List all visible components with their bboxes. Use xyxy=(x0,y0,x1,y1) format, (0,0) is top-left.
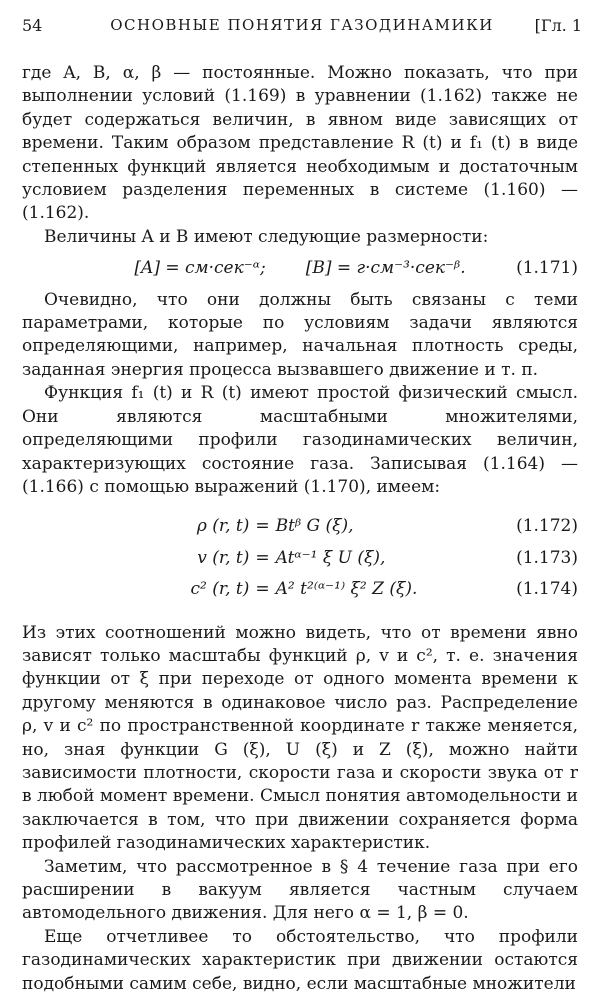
paragraph-7: Еще отчетливее то обстоятельство, что профили газодинамических характеристик при движении остаются подобными самим себе, видно, если масштабные множители xyxy=(22,926,578,994)
eq171-right: [B] = г·см⁻³·сек⁻ᵝ. xyxy=(305,258,466,279)
equation-1-174 xyxy=(22,578,578,601)
eq174-label: (1.174) xyxy=(516,579,578,600)
page-header xyxy=(22,16,582,42)
paragraph-3: Очевидно, что они должны быть связаны с теми параметрами, которые по условиям задачи являются определяющими, например, начальная плотность среды, заданная энергия процесса вызвавшего движение и т. п. xyxy=(22,289,578,380)
eq172-lhs: ρ (r, t) xyxy=(196,516,250,537)
eq172-label: (1.172) xyxy=(516,516,578,537)
eq171-left: [A] = см·сек⁻ᵅ; xyxy=(134,258,266,279)
equation-1-171 xyxy=(22,257,578,280)
equation-1-172 xyxy=(22,515,578,538)
paragraph-1: где A, B, α, β — постоянные. Можно показать, что при выполнении условий (1.169) в уравнении (1.162) также не будет содержаться величин, в явном виде зависящих от времени. Таким образом представление R (t) и f₁ (t) в виде степенных функций является необходимым и достаточным условием разделения переменных в системе (1.160) — (1.162). xyxy=(22,63,578,224)
eq171-label: (1.171) xyxy=(516,258,578,279)
eq173-equals: = xyxy=(255,547,270,568)
eq173-rhs: Atᵅ⁻¹ ξ U (ξ), xyxy=(275,547,386,568)
eq173-lhs: v (r, t) xyxy=(197,547,250,568)
eq173-label: (1.173) xyxy=(516,547,578,568)
paragraph-5: Из этих соотношений можно видеть, что от времени явно зависят только масштабы функций ρ, v и c², т. е. значения функции от ξ при переходе от одного момента времени к другому меняются в одинаковое число раз. Распределение ρ, v и c² по пространственной координате r также меняется, но, зная функции G (ξ), U (ξ) и Z (ξ), можно найти зависимости плотности, скорости газа и скорости звука от r в любой момент времени. Смысл понятия автомодельности и заключается в том, что при движении сохраняется форма профилей газодинамических характеристик. xyxy=(22,622,578,854)
page-number: 54 xyxy=(22,16,43,35)
equation-1-173 xyxy=(22,547,578,570)
eq172-equals: = xyxy=(255,516,270,537)
paragraph-4: Функция f₁ (t) и R (t) имеют простой физический смысл. Они являются масштабными множителями, определяющими профили газодинамических величин, характеризующих состояние газа. Записывая (1.164) — (1.166) с помощью выражений (1.170), имеем: xyxy=(22,383,578,497)
eq174-lhs: c² (r, t) xyxy=(190,579,250,600)
running-title: ОСНОВНЫЕ ПОНЯТИЯ ГАЗОДИНАМИКИ xyxy=(110,16,494,34)
eq174-equals: = xyxy=(255,579,270,600)
paragraph-2: Величины A и B имеют следующие размерности: xyxy=(44,226,489,247)
eq172-rhs: Btᵝ G (ξ), xyxy=(275,516,354,537)
paragraph-6: Заметим, что рассмотренное в § 4 течение газа при его расширении в вакуум является частным случаем автомодельного движения. Для него α = 1, β = 0. xyxy=(22,856,578,924)
page-body xyxy=(22,62,578,996)
eq174-rhs: A² t²⁽ᵅ⁻¹⁾ ξ² Z (ξ). xyxy=(275,579,418,600)
chapter-label: [Гл. 1 xyxy=(534,16,582,35)
